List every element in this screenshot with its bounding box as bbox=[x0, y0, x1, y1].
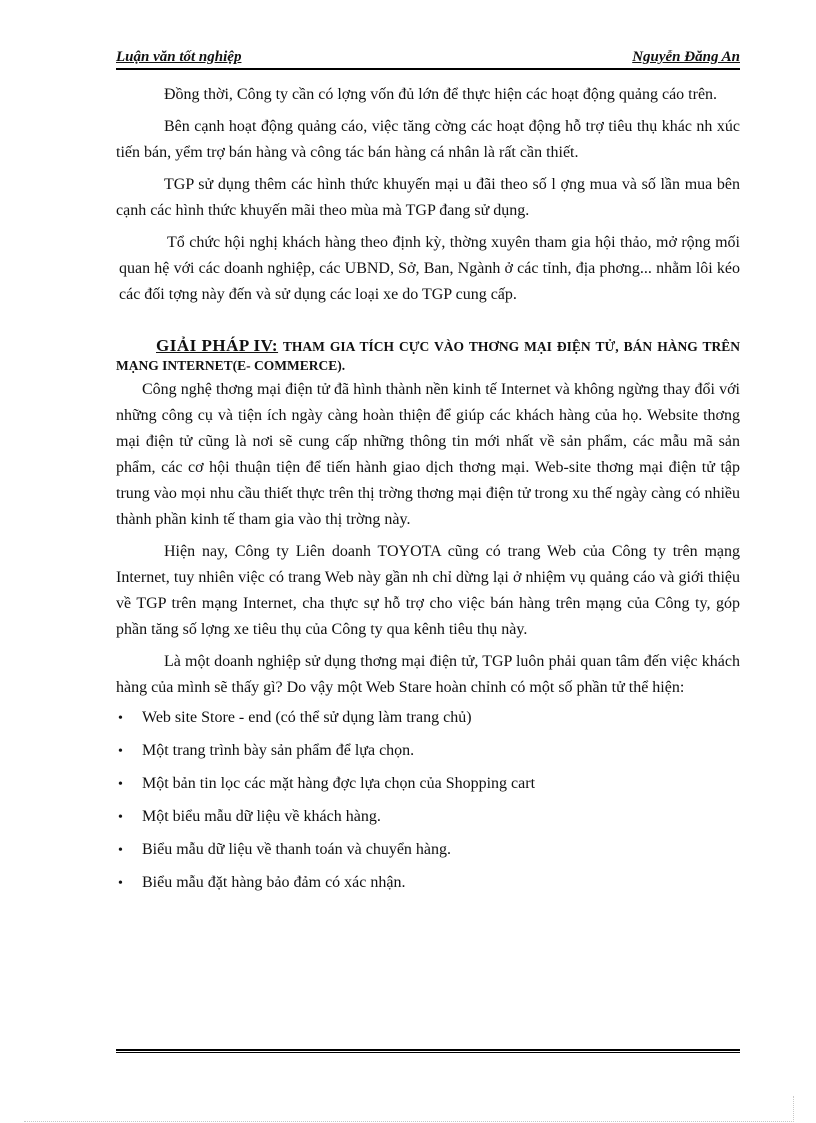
footer-rule bbox=[116, 1049, 740, 1053]
section-paragraph-3: Là một doanh nghiệp sử dụng thơng mại điện tử, TGP luôn phải quan tâm đến việc khách hàng của mình sẽ thấy gì? Do vậy một Web Stare hoàn chỉnh có một số phần tử thể hiện: bbox=[116, 653, 740, 696]
bullet-icon: • bbox=[118, 876, 123, 891]
list-item-text: Biểu mẫu đặt hàng bảo đảm có xác nhận. bbox=[142, 874, 406, 891]
header-author-name: Nguyễn Đăng An bbox=[632, 49, 740, 65]
list-item-text: Một trang trình bày sản phẩm để lựa chọn. bbox=[142, 742, 415, 759]
list-item-text: Web site Store - end (có thể sử dụng làm trang chủ) bbox=[142, 709, 472, 726]
section-paragraph-2: Hiện nay, Công ty Liên doanh TOYOTA cũng có trang Web của Công ty trên mạng Internet, tuy nhiên việc có trang Web này gần nh chỉ dừng lại ở nhiệm vụ quảng cáo và giới thiệu về TGP trên mạng Internet, cha thực sự hỗ trợ cho việc bán hàng trên mạng của Công ty, góp phần tăng số lợng xe tiêu thụ của Công ty qua kênh tiêu thụ này. bbox=[116, 543, 740, 638]
page-header bbox=[116, 46, 740, 70]
paragraph-4: Tổ chức hội nghị khách hàng theo định kỳ, thờng xuyên tham gia hội thảo, mở rộng mối quan hệ với các doanh nghiệp, các UBND, Sở, Ban, Ngành ở các tỉnh, địa phơng... nhằm lôi kéo các đối tợng này đến và sử dụng các loại xe do TGP cung cấp. bbox=[119, 234, 740, 303]
paragraph-1: Đồng thời, Công ty cần có lợng vốn đủ lớn để thực hiện các hoạt động quảng cáo trên. bbox=[164, 86, 718, 103]
section-label: GIẢI PHÁP IV: bbox=[156, 336, 279, 355]
list-item bbox=[116, 707, 740, 729]
section-paragraph-1: Công nghệ thơng mại điện tử đã hình thành nền kinh tế Internet và không ngừng thay đổi với những công cụ và tiện ích ngày càng hoàn thiện để giúp các khách hàng của họ. Website thơng mại điện tử cũng là nơi sẽ cung cấp những thông tin mới nhất về sản phẩm, các mẫu mã sản phẩm, các cơ hội thuận tiện để tiến hành giao dịch thơng mại. Web-site thơng mại điện tử tập trung vào mọi nhu cầu thiết thực trên thị trờng thơng mại điện tử trong xu thế ngày càng có nhiều thành phần kinh tế tham gia vào thị trờng này. bbox=[116, 381, 740, 528]
list-item-text: Biểu mẫu dữ liệu về thanh toán và chuyển hàng. bbox=[142, 841, 452, 858]
bullet-icon: • bbox=[118, 777, 123, 792]
list-item bbox=[116, 806, 740, 828]
section-heading bbox=[116, 336, 740, 375]
header-thesis-label: Luận văn tốt nghiệp bbox=[116, 49, 242, 65]
list-item bbox=[116, 839, 740, 861]
paragraph-3: TGP sử dụng thêm các hình thức khuyến mại u đãi theo số l ợng mua và số lần mua bên cạnh các hình thức khuyến mãi theo mùa mà TGP đang sử dụng. bbox=[116, 176, 740, 219]
list-item bbox=[116, 872, 740, 894]
section-title: THAM GIA TÍCH CỰC VÀO THƠNG MẠI ĐIỆN TỬ, BÁN HÀNG TRÊN MẠNG INTERNET(E- COMMERCE). bbox=[116, 339, 740, 373]
element-list bbox=[116, 707, 740, 894]
list-item-text: Một bản tin lọc các mặt hàng đợc lựa chọn của Shopping cart bbox=[142, 775, 536, 792]
bullet-icon: • bbox=[118, 810, 123, 825]
bullet-icon: • bbox=[118, 843, 123, 858]
paragraph-2: Bên cạnh hoạt động quảng cáo, việc tăng cờng các hoạt động hỗ trợ tiêu thụ khác nh xúc tiến bán, yểm trợ bán hàng và công tác bán hàng cá nhân là rất cần thiết. bbox=[116, 118, 740, 161]
bullet-icon: • bbox=[118, 744, 123, 759]
bullet-icon: • bbox=[118, 711, 123, 726]
list-item bbox=[116, 740, 740, 762]
document-body bbox=[116, 82, 740, 905]
page-edge-right bbox=[793, 1096, 794, 1122]
list-item-text: Một biểu mẫu dữ liệu về khách hàng. bbox=[142, 808, 381, 825]
page-edge-bottom bbox=[24, 1121, 794, 1122]
list-item bbox=[116, 773, 740, 795]
